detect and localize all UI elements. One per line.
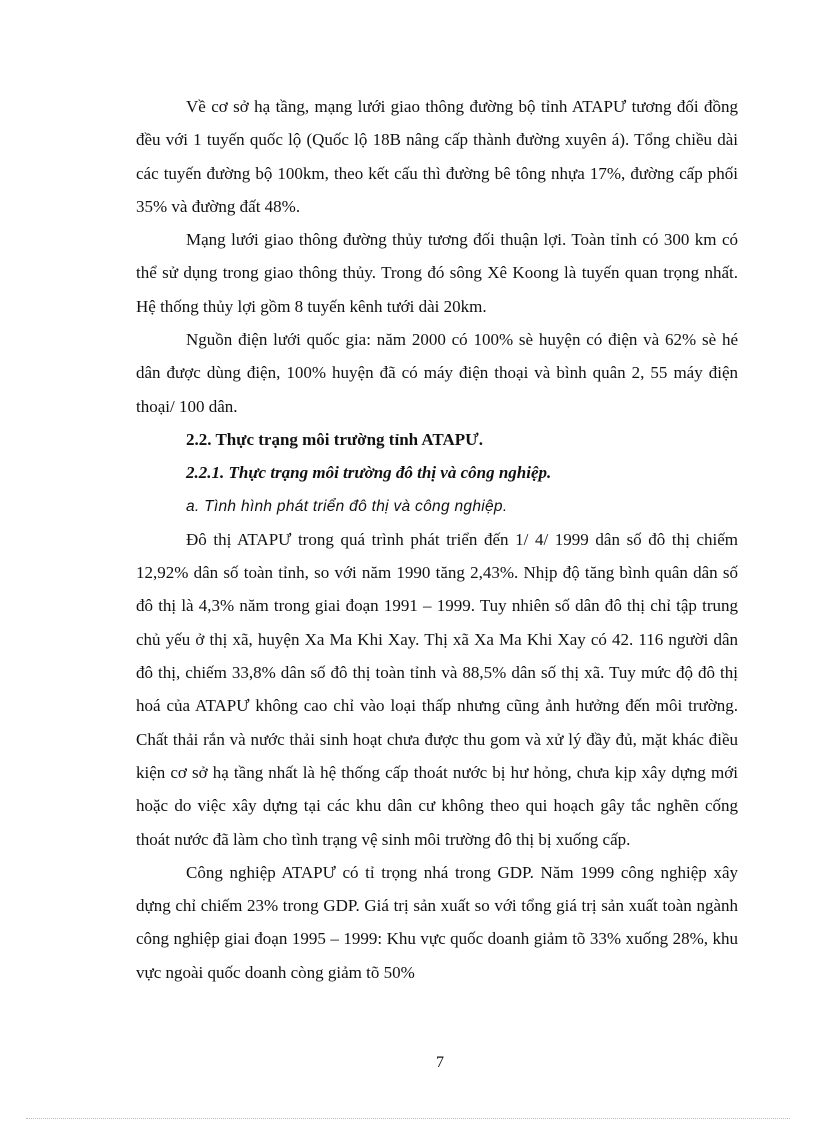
page-bottom-divider — [26, 1118, 790, 1119]
paragraph-infrastructure: Về cơ sở hạ tầng, mạng lưới giao thông đường bộ tỉnh ATAPƯ tương đối đồng đều với 1 tuyến quốc lộ (Quốc lộ 18B nâng cấp thành đường xuyên á). Tổng chiều dài các tuyến đường bộ 100km, theo kết cấu thì đường bê tông nhựa 17%, đường cấp phối 35% và đường đất 48%. — [136, 97, 738, 216]
paragraph-urban: Đô thị ATAPƯ trong quá trình phát triển đến 1/ 4/ 1999 dân số đô thị chiếm 12,92% dân số toàn tỉnh, so với năm 1990 tăng 2,43%. Nhịp độ tăng bình quân dân số đô thị là 4,3% năm trong giai đoạn 1991 – 1999. Tuy nhiên số dân đô thị chỉ tập trung chủ yếu ở thị xã, huyện Xa Ma Khi Xay. Thị xã Xa Ma Khi Xay có 42. 116 người dân đô thị, chiếm 33,8% dân số đô thị toàn tỉnh và 88,5% dân số thị xã. Tuy mức độ đô thị hoá của ATAPƯ không cao chỉ vào loại thấp nhưng cũng ảnh hưởng đến môi trường. Chất thải rắn và nước thải sinh hoạt chưa được thu gom và xử lý đầy đủ, mặt khác điều kiện cơ sở hạ tầng nhất là hệ thống cấp thoát nước bị hư hỏng, chưa kịp xây dựng mới hoặc do việc xây dựng tại các khu dân cư không theo qui hoạch gây tắc nghẽn cống thoát nước đã làm cho tình trạng vệ sinh môi trường đô thị bị xuống cấp. — [136, 529, 738, 849]
paragraph-waterway: Mạng lưới giao thông đường thủy tương đối thuận lợi. Toàn tỉnh có 300 km có thể sử dụng trong giao thông thủy. Trong đó sông Xê Koong là tuyến quan trọng nhất. Hệ thống thủy lợi gồm 8 tuyến kênh tưới dài 20km. — [136, 230, 738, 316]
document-body — [136, 90, 738, 989]
subheading-a: a. Tình hình phát triển đô thị và công nghiệp. — [186, 497, 508, 515]
subsection-heading: 2.2.1. Thực trạng môi trường đô thị và công nghiệp. — [186, 463, 552, 483]
paragraph-industry: Công nghiệp ATAPƯ có tỉ trọng nhá trong GDP. Năm 1999 công nghiệp xây dựng chỉ chiếm 23% trong GDP. Giá trị sản xuất so với tổng giá trị sản xuất toàn ngành công nghiệp giai đoạn 1995 – 1999: Khu vực quốc doanh giảm tõ 33% xuống 28%, khu vực ngoài quốc doanh còng giảm tõ 50% — [136, 862, 738, 982]
page-number: 7 — [436, 1054, 444, 1071]
paragraph-electricity: Nguồn điện lưới quốc gia: năm 2000 có 100% sè huyện có điện và 62% sè hé dân được dùng điện, 100% huyện đã có máy điện thoại và bình quân 2, 55 máy điện thoại/ 100 dân. — [136, 330, 738, 416]
section-heading: 2.2. Thực trạng môi trường tỉnh ATAPƯ. — [186, 429, 483, 449]
